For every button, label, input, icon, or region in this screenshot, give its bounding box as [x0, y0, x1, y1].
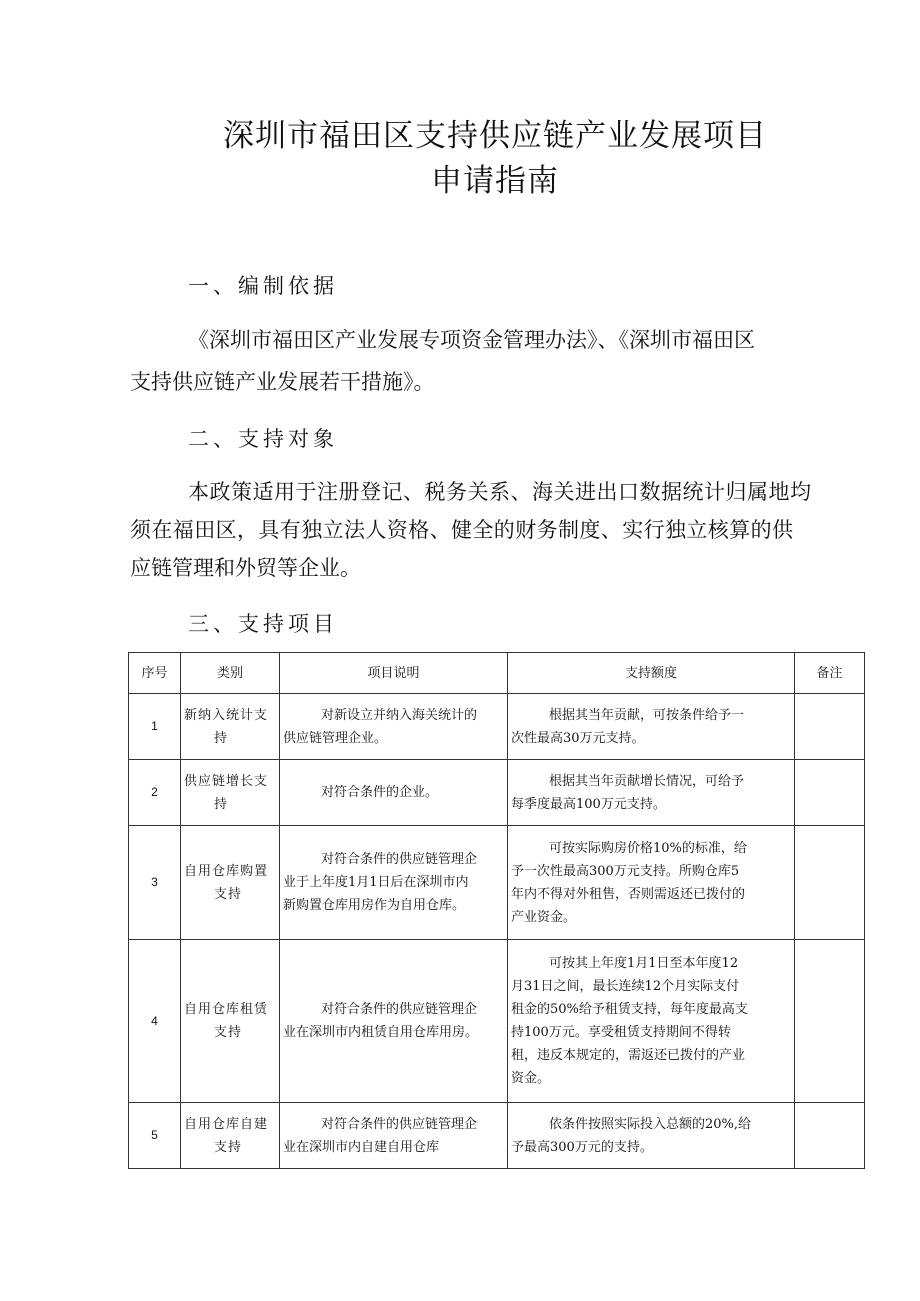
cell-no: 3	[129, 826, 181, 940]
document-title-line-2: 申请指南	[431, 163, 559, 199]
cell-text: 业于上年度1月1日后在深圳市内	[283, 875, 469, 890]
cell-amount	[508, 826, 795, 940]
cell-note	[795, 940, 865, 1103]
cell-text: 年内不得对外租售，否则需返还已拨付的	[511, 886, 746, 902]
cell-text: 供应链管理企业。	[283, 730, 388, 746]
cell-amount	[508, 1103, 795, 1169]
section-heading-target: 二、支持对象	[188, 427, 338, 451]
header-amount: 支持额度	[508, 653, 795, 694]
cell-category	[181, 760, 280, 826]
cell-no: 1	[129, 694, 181, 760]
cell-text: 根据其当年贡献增长情况，可给予	[549, 773, 745, 789]
cell-text: 对符合条件的供应链管理企	[321, 1116, 478, 1132]
table-row	[129, 1103, 865, 1169]
cell-text: 持100万元。享受租赁支持期间不得转	[511, 1025, 731, 1040]
cell-text: 根据其当年贡献，可按条件给予一	[549, 707, 745, 723]
table-row	[129, 940, 865, 1103]
document-title-line-1: 深圳市福田区支持供应链产业发展项目	[223, 118, 767, 154]
cell-text: 租金的50%给予租赁支持，每年度最高支	[511, 1002, 748, 1017]
cell-note	[795, 760, 865, 826]
cell-category	[181, 694, 280, 760]
cell-description	[280, 760, 508, 826]
cell-description	[280, 694, 508, 760]
cell-text: 支持	[214, 1139, 243, 1155]
cell-text: 对符合条件的供应链管理企	[321, 852, 478, 867]
cell-text: 依条件按照实际投入总额的20%,给	[549, 1116, 752, 1132]
target-line-1: 本政策适用于注册登记、税务关系、海关进出口数据统计归属地均	[188, 480, 812, 504]
table-header-row	[129, 653, 865, 694]
target-line-2: 须在福田区，具有独立法人资格、健全的财务制度、实行独立核算的供	[130, 518, 794, 542]
cell-text: 可按实际购房价格10%的标准，给	[549, 840, 747, 856]
header-no: 序号	[129, 653, 181, 694]
section-heading-basis: 一、编制依据	[188, 274, 338, 298]
cell-category	[181, 826, 280, 940]
cell-text: 予一次性最高300万元支持。所购仓库5	[511, 863, 740, 879]
cell-note	[795, 694, 865, 760]
header-category: 类别	[181, 653, 280, 694]
cell-text: 支持	[214, 886, 243, 902]
cell-text: 供应链增长支	[184, 773, 269, 789]
cell-text: 可按其上年度1月1日至本年度12	[549, 956, 739, 971]
table-row	[129, 760, 865, 826]
cell-text: 新购置仓库用房作为自用仓库。	[283, 898, 466, 913]
cell-category	[181, 940, 280, 1103]
cell-no: 2	[129, 760, 181, 826]
cell-text: 月31日之间，最长连续12个月实际支付	[511, 979, 740, 994]
cell-text: 持	[214, 730, 229, 746]
cell-description	[280, 826, 508, 940]
target-line-3: 应链管理和外贸等企业。	[130, 556, 361, 580]
cell-text: 自用仓库租赁	[184, 1002, 269, 1017]
header-note: 备注	[795, 653, 865, 694]
cell-text: 每季度最高100万元支持。	[511, 796, 666, 812]
basis-line-1: 《深圳市福田区产业发展专项资金管理办法》、《深圳市福田区	[188, 328, 755, 352]
cell-description	[280, 940, 508, 1103]
table-row	[129, 826, 865, 940]
cell-category	[181, 1103, 280, 1169]
cell-text: 新纳入统计支	[184, 707, 269, 723]
cell-text: 业在深圳市内自建自用仓库	[283, 1139, 440, 1155]
cell-no: 5	[129, 1103, 181, 1169]
cell-text: 自用仓库购置	[184, 863, 269, 879]
cell-text: 支持	[214, 1025, 243, 1040]
basis-line-2: 支持供应链产业发展若干措施》。	[130, 370, 435, 394]
cell-amount	[508, 694, 795, 760]
cell-text: 自用仓库自建	[184, 1116, 269, 1132]
cell-text: 次性最高30万元支持。	[511, 730, 645, 746]
cell-text: 对符合条件的供应链管理企	[321, 1002, 478, 1017]
table-row	[129, 694, 865, 760]
cell-amount	[508, 940, 795, 1103]
cell-note	[795, 1103, 865, 1169]
cell-text: 业在深圳市内租赁自用仓库用房。	[283, 1025, 479, 1040]
cell-text: 予最高300万元的支持。	[511, 1139, 653, 1155]
cell-text: 持	[214, 796, 229, 812]
cell-description	[280, 1103, 508, 1169]
cell-text: 对新设立并纳入海关统计的	[321, 707, 478, 723]
cell-text: 产业资金。	[511, 909, 577, 925]
section-heading-projects: 三、支持项目	[188, 612, 338, 636]
cell-amount	[508, 760, 795, 826]
cell-text: 对符合条件的企业。	[321, 785, 439, 800]
support-projects-table	[128, 652, 865, 1169]
header-description: 项目说明	[280, 653, 508, 694]
cell-text: 租，违反本规定的，需返还已拨付的产业	[511, 1048, 746, 1063]
cell-no: 4	[129, 940, 181, 1103]
cell-note	[795, 826, 865, 940]
cell-text: 资金。	[511, 1071, 551, 1086]
